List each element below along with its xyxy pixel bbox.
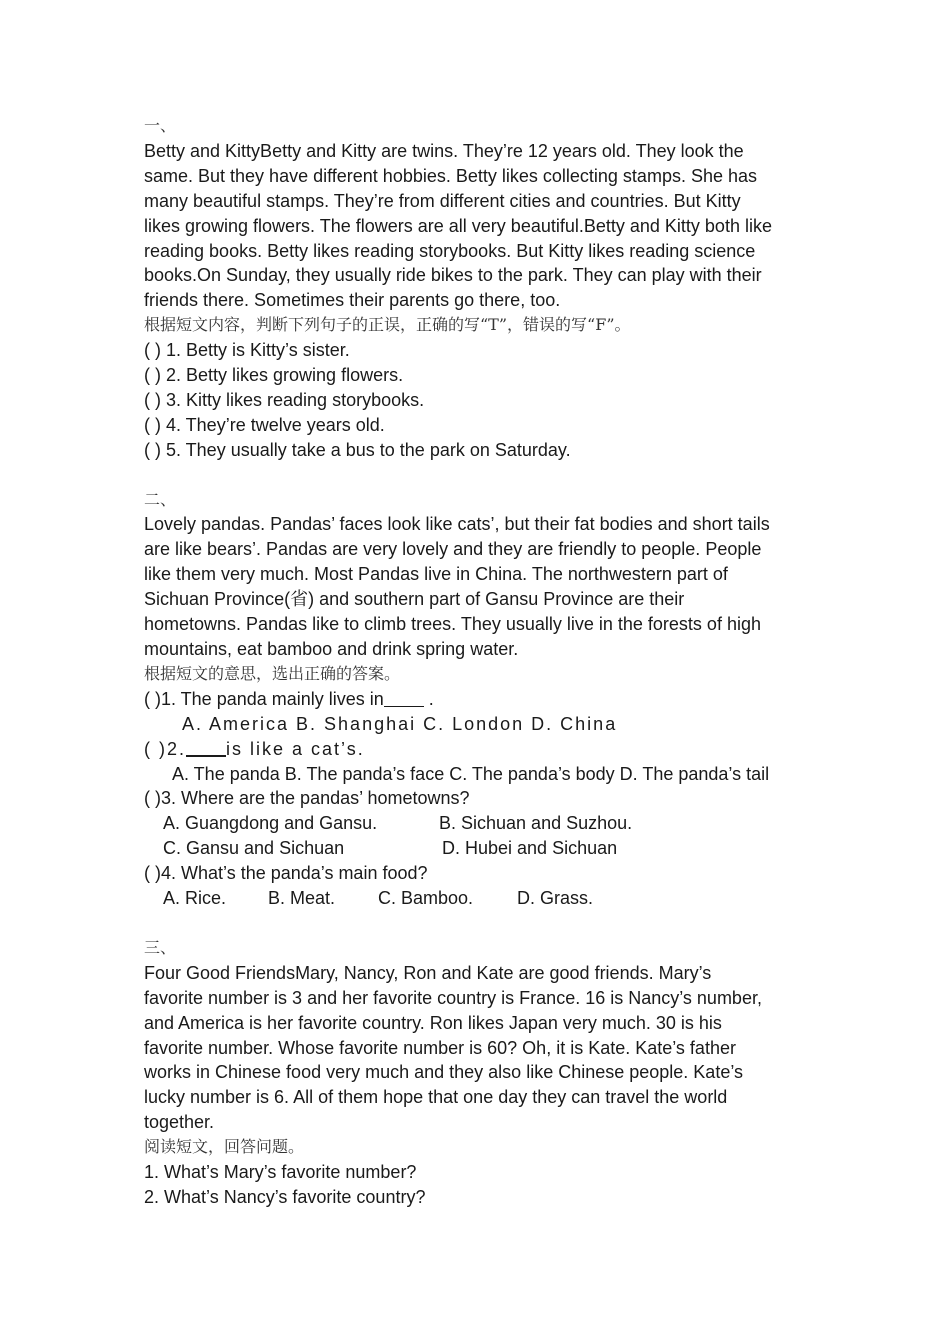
spacer	[144, 911, 824, 936]
option: D. Grass.	[517, 888, 594, 909]
section-number: 二、	[144, 489, 177, 509]
question-text: .	[423, 688, 434, 709]
section-2	[144, 488, 824, 911]
question: 2. What’s Nancy’s favorite country?	[144, 1186, 426, 1207]
question: ( ) 4. They’re twelve years old.	[144, 414, 385, 435]
option: A. Rice.	[163, 888, 227, 909]
passage	[144, 512, 824, 661]
option: B. Meat.	[268, 888, 336, 909]
passage-line: Betty and KittyBetty and Kitty are twins. They’re 12 years old. They look the	[144, 140, 744, 161]
question-2	[144, 737, 824, 762]
question-options: A. America B. Shanghai C. London D. China	[182, 713, 618, 734]
option: C. Gansu and Sichuan	[163, 838, 345, 859]
instruction: 阅读短文，回答问题。	[144, 1137, 305, 1157]
question-3: ( )3. Where are the pandas’ hometowns?	[144, 788, 470, 809]
instruction: 根据短文内容，判断下列句子的正误，正确的写“T”，错误的写“F”。	[144, 315, 631, 335]
passage-line: Lovely pandas. Pandas’ faces look like cats’, but their fat bodies and short tails	[144, 514, 770, 535]
question-text: ( )2.	[144, 738, 187, 759]
passage-line: mountains, eat bamboo and drink spring water.	[144, 639, 519, 660]
passage-line: favorite number is 3 and her favorite country is France. 16 is Nancy’s number,	[144, 987, 762, 1008]
spacer	[144, 463, 824, 488]
option: A. Guangdong and Gansu.	[163, 813, 378, 834]
question-1	[144, 687, 824, 712]
option: B. Sichuan and Suzhou.	[439, 813, 633, 834]
passage-line: likes growing flowers. The flowers are all very beautiful.Betty and Kitty both like	[144, 215, 772, 236]
question-options: A. The panda B. The panda’s face C. The panda’s body D. The panda’s tail	[172, 763, 770, 784]
passage-line: like them very much. Most Pandas live in China. The northwestern part of	[144, 564, 728, 585]
passage-line: hometowns. Pandas like to climb trees. They usually live in the forests of high	[144, 614, 761, 635]
passage-line: Sichuan Province(省) and southern part of Gansu Province are their	[144, 589, 685, 610]
section-3	[144, 936, 824, 1210]
question: 1. What’s Mary’s favorite number?	[144, 1162, 417, 1183]
answer-blank[interactable]	[186, 737, 226, 757]
question-options	[144, 836, 824, 861]
section-number: 一、	[144, 116, 177, 135]
passage-line: together.	[144, 1112, 215, 1133]
question: ( ) 1. Betty is Kitty’s sister.	[144, 340, 350, 361]
section-1	[144, 114, 824, 463]
worksheet-page	[144, 114, 824, 1210]
passage	[144, 139, 824, 313]
passage-line: works in Chinese food very much and they also like Chinese people. Kate’s	[144, 1062, 744, 1083]
option: C. Bamboo.	[378, 888, 474, 909]
question-options	[144, 811, 824, 836]
section-number: 三、	[144, 937, 177, 957]
question-options	[144, 886, 824, 911]
instruction: 根据短文的意思，选出正确的答案。	[144, 663, 401, 683]
passage-line: favorite number. Whose favorite number is 60? Oh, it is Kate. Kate’s father	[144, 1037, 736, 1058]
question-4: ( )4. What’s the panda’s main food?	[144, 863, 428, 884]
passage-line: reading books. Betty likes reading storybooks. But Kitty likes reading science	[144, 240, 756, 261]
passage-line: are like bears’. Pandas are very lovely and they are friendly to people. People	[144, 539, 762, 560]
passage	[144, 961, 824, 1135]
option: D. Hubei and Sichuan	[442, 838, 618, 859]
question: ( ) 5. They usually take a bus to the park on Saturday.	[144, 439, 571, 460]
question-text: ( )1. The panda mainly lives in	[144, 688, 384, 709]
passage-line: friends there. Sometimes their parents go there, too.	[144, 290, 561, 311]
answer-blank[interactable]	[384, 688, 424, 707]
passage-line: Four Good FriendsMary, Nancy, Ron and Kate are good friends. Mary’s	[144, 962, 712, 983]
passage-line: same. But they have different hobbies. Betty likes collecting stamps. She has	[144, 165, 758, 186]
passage-line: and America is her favorite country. Ron likes Japan very much. 30 is his	[144, 1012, 722, 1033]
passage-line: books.On Sunday, they usually ride bikes to the park. They can play with their	[144, 265, 762, 286]
question: ( ) 2. Betty likes growing flowers.	[144, 365, 404, 386]
passage-line: lucky number is 6. All of them hope that one day they can travel the world	[144, 1087, 728, 1108]
question: ( ) 3. Kitty likes reading storybooks.	[144, 389, 425, 410]
passage-line: many beautiful stamps. They’re from different cities and countries. But Kitty	[144, 190, 741, 211]
question-text: is like a cat’s.	[226, 738, 365, 759]
